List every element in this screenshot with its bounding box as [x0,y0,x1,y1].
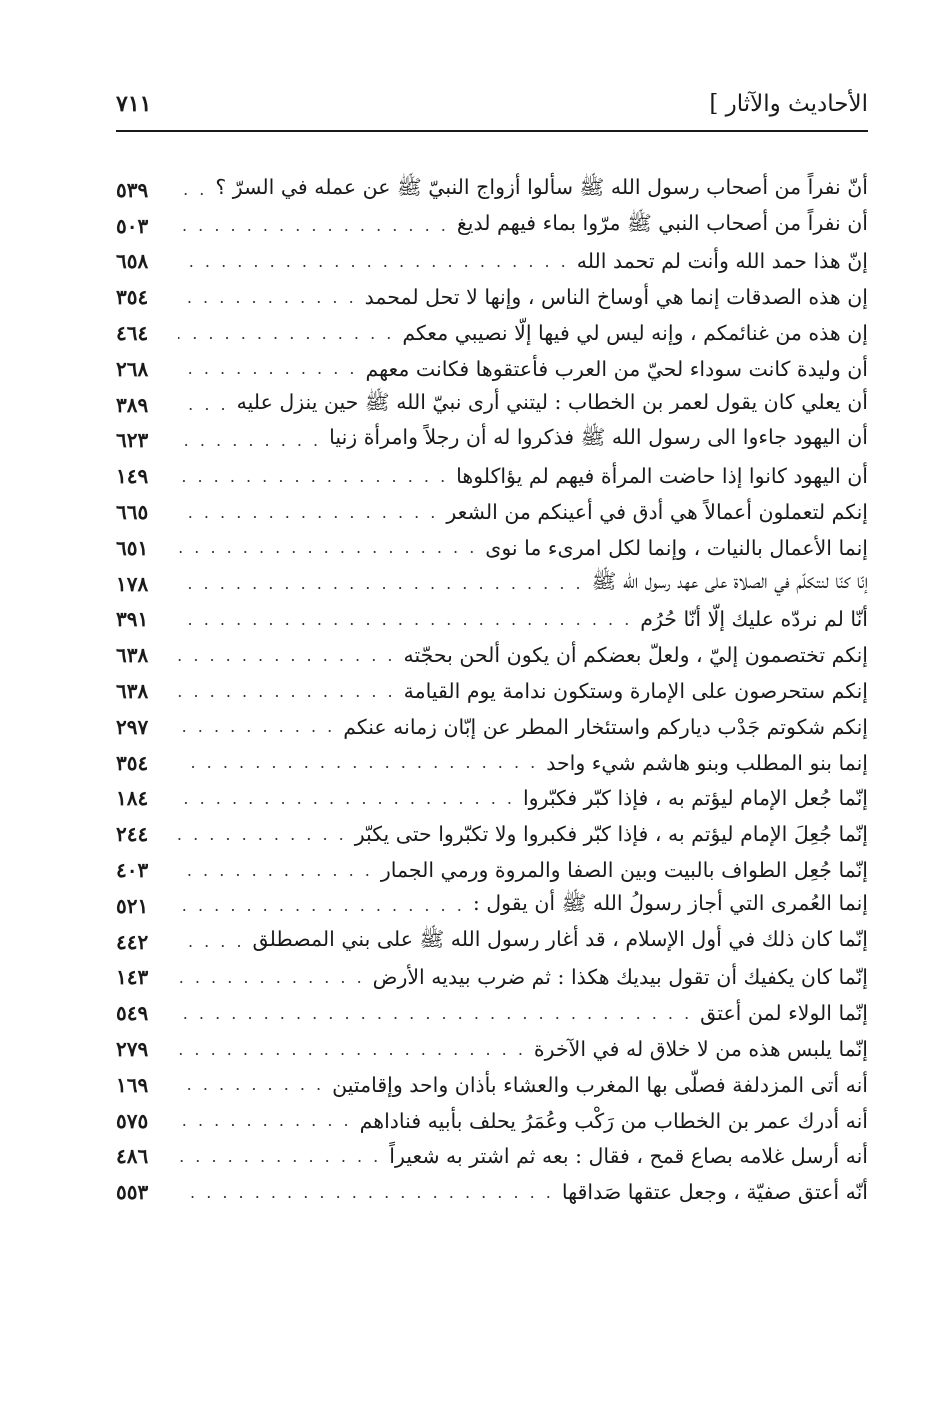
dot-leader [178,180,207,199]
entry-page-number: ٥٤٩ [116,1001,149,1026]
header-rule [116,130,868,132]
dot-leader [178,1004,692,1023]
entry-page-number: ٤٠٣ [116,858,149,883]
entry-page-number: ٢٦٨ [116,356,149,381]
entry-page-number: ١٦٩ [116,1072,149,1097]
index-entry [116,172,868,208]
entry-page-number: ٦٢٣ [116,428,149,453]
index-entry [116,602,868,638]
index-entry [116,1031,868,1067]
entry-page-number: ٤٨٦ [116,1144,149,1169]
dot-leader [178,538,477,557]
dot-leader [178,682,396,701]
index-entry [116,279,868,315]
entry-text: إنّ هذا حمد الله وأنت لم تحمد الله [576,249,868,274]
index-entry [116,924,868,960]
entry-page-number: ٥٠٣ [116,213,149,238]
dot-leader [178,789,515,808]
entry-text: إنّما جُعل الإمام ليؤتم به ، فإذا كبّر فكبّروا [522,786,868,811]
entry-text: أنّه أعتق صفيّة ، وجعل عتقها صَداقها [561,1180,868,1205]
index-entry [116,208,868,244]
entry-page-number: ٤٤٢ [116,929,149,954]
dot-leader [178,395,229,414]
index-entry [116,960,868,996]
entry-page-number: ٢٤٤ [116,822,149,847]
entry-text: إنّما الولاء لمن أعتق [700,1001,868,1026]
entry-text: إن هذه من غنائمكم ، وإنه ليس لي فيها إلّا نصيبي معكم [402,321,868,346]
dot-leader [178,359,357,378]
entry-text: إنّا كنّا لنتكلّم في الصلاة على عهد رسول الله ﷺ [591,568,868,593]
dot-leader [178,610,632,629]
running-head-title: الأحاديث والآثار ] [709,91,868,117]
dot-leader [178,1147,381,1166]
index-entry [116,673,868,709]
entry-text: إنكم شكوتم جَدْب دياركم واستئخار المطر عن إبّان زمانه عنكم [343,714,868,739]
entry-text: إنّما كان ذلك في أول الإسلام ، قد أغار رسول الله ﷺ على بني المصطلق [252,926,868,951]
entry-text: أن وليدة كانت سوداء لحيّ من العرب فأعتقوها فكانت معهم [365,356,868,381]
entry-page-number: ١٤٣ [116,965,149,990]
dot-leader [178,324,394,343]
index-entry [116,995,868,1031]
entry-page-number: ٦٣٨ [116,643,149,668]
entry-page-number: ١٨٤ [116,786,149,811]
entry-text: أن اليهود جاءوا الى رسول الله ﷺ فذكروا له أن رجلاً وامرأة زنيا [329,425,868,450]
index-entry [116,1067,868,1103]
index-entry [116,1139,868,1175]
entry-text: أن نفراً من أصحاب النبي ﷺ مرّوا بماء فيهم لديغ [456,210,868,235]
index-entry [116,816,868,852]
index-entry [116,637,868,673]
entry-page-number: ١٤٩ [116,464,149,489]
dot-leader [178,1111,352,1130]
index-entry [116,566,868,602]
entry-text: إنّما جُعِل الطواف بالبيت وبين الصفا والمروة ورمي الجمار [380,858,868,883]
entry-page-number: ٣٨٩ [116,392,149,417]
dot-leader [178,896,465,915]
index-entry [116,315,868,351]
entry-page-number: ٥٥٣ [116,1180,149,1205]
dot-leader [178,252,569,271]
entry-page-number: ٢٧٩ [116,1037,149,1062]
index-entry [116,387,868,423]
entry-page-number: ٥٧٥ [116,1108,149,1133]
dot-leader [178,216,449,235]
entry-text: إنما الأعمال بالنيات ، وإنما لكل امرىء ما نوى [485,535,868,560]
entry-text: أن يعلي كان يقول لعمر بن الخطاب : ليتني أرى نبيّ الله ﷺ حين ينزل عليه [236,389,868,414]
entry-text: إنما بنو المطلب وبنو هاشم شيء واحد [546,750,868,775]
dot-leader [178,968,365,987]
dot-leader [178,753,538,772]
index-entry [116,1103,868,1139]
entry-text: أنه أتى المزدلفة فصلّى بها المغرب والعشاء بأذان واحد وإقامتين [332,1072,868,1097]
entry-text: إنّما كان يكفيك أن تقول بيديك هكذا : ثم ضرب بيديه الأرض [372,965,868,990]
index-entry [116,244,868,280]
hadith-index-list [116,172,868,1210]
entry-text: أنّا لم نردّه عليك إلّا أنّا حُرُم [640,607,868,632]
index-entry [116,1174,868,1210]
entry-text: إنّما جُعِلَ الإمام ليؤتم به ، فإذا كبّر فكبروا ولا تكبّروا حتى يكبّر [354,822,868,847]
index-entry [116,781,868,817]
index-entry [116,494,868,530]
entry-text: أنّ نفراً من أصحاب رسول الله ﷺ سألوا أزواج النبيّ ﷺ عن عمله في السرّ ؟ [215,174,868,199]
dot-leader [178,646,395,665]
dot-leader [178,467,448,486]
index-entry [116,709,868,745]
entry-text: أن اليهود كانوا إذا حاضت المرأة فيهم لم يؤاكلوها [456,464,868,489]
entry-page-number: ٦٥١ [116,535,149,560]
page-number: ٧١١ [116,91,152,117]
entry-text: إنّما يلبس هذه من لا خلاق له في الآخرة [533,1037,868,1062]
index-entry [116,423,868,459]
dot-leader [178,1040,526,1059]
dot-leader [178,932,245,951]
dot-leader [178,288,357,307]
entry-text: إنكم لتعملون أعمالاً هي أدق في أعينكم من الشعر [446,500,868,525]
entry-page-number: ٦٥٨ [116,249,149,274]
index-entry [116,888,868,924]
index-entry [116,458,868,494]
dot-leader [178,431,321,450]
index-entry [116,745,868,781]
entry-text: إن هذه الصدقات إنما هي أوساخ الناس ، وإنها لا تحل لمحمد [364,285,868,310]
entry-page-number: ٥٢١ [116,893,149,918]
entry-page-number: ١٧٨ [116,571,149,596]
entry-text: إنما العُمرى التي أجاز رسولُ الله ﷺ أن يقول : [472,890,868,915]
dot-leader [178,1183,554,1202]
entry-page-number: ٦٣٨ [116,679,149,704]
entry-page-number: ٣٥٤ [116,750,149,775]
dot-leader [178,825,347,844]
entry-page-number: ٤٦٤ [116,321,149,346]
dot-leader [178,503,438,522]
dot-leader [178,1075,324,1094]
index-entry [116,852,868,888]
entry-page-number: ٦٦٥ [116,500,149,525]
dot-leader [178,717,335,736]
entry-text: إنكم تختصمون إليّ ، ولعلّ بعضكم أن يكون ألحن بحجّته [403,643,868,668]
dot-leader [178,861,373,880]
index-entry [116,351,868,387]
running-head [116,84,868,124]
entry-page-number: ٢٩٧ [116,714,149,739]
entry-page-number: ٥٣٩ [116,177,149,202]
index-entry [116,530,868,566]
entry-page-number: ٣٥٤ [116,285,149,310]
dot-leader [178,574,584,593]
entry-text: أنه أرسل غلامه بصاع قمح ، فقال : بعه ثم اشتر به شعيراً [389,1144,868,1169]
entry-text: إنكم ستحرصون على الإمارة وستكون ندامة يوم القيامة [403,679,868,704]
entry-text: أنه أدرك عمر بن الخطاب من رَكْب وعُمَرُ يحلف بأبيه فناداهم [359,1108,868,1133]
entry-page-number: ٣٩١ [116,607,149,632]
